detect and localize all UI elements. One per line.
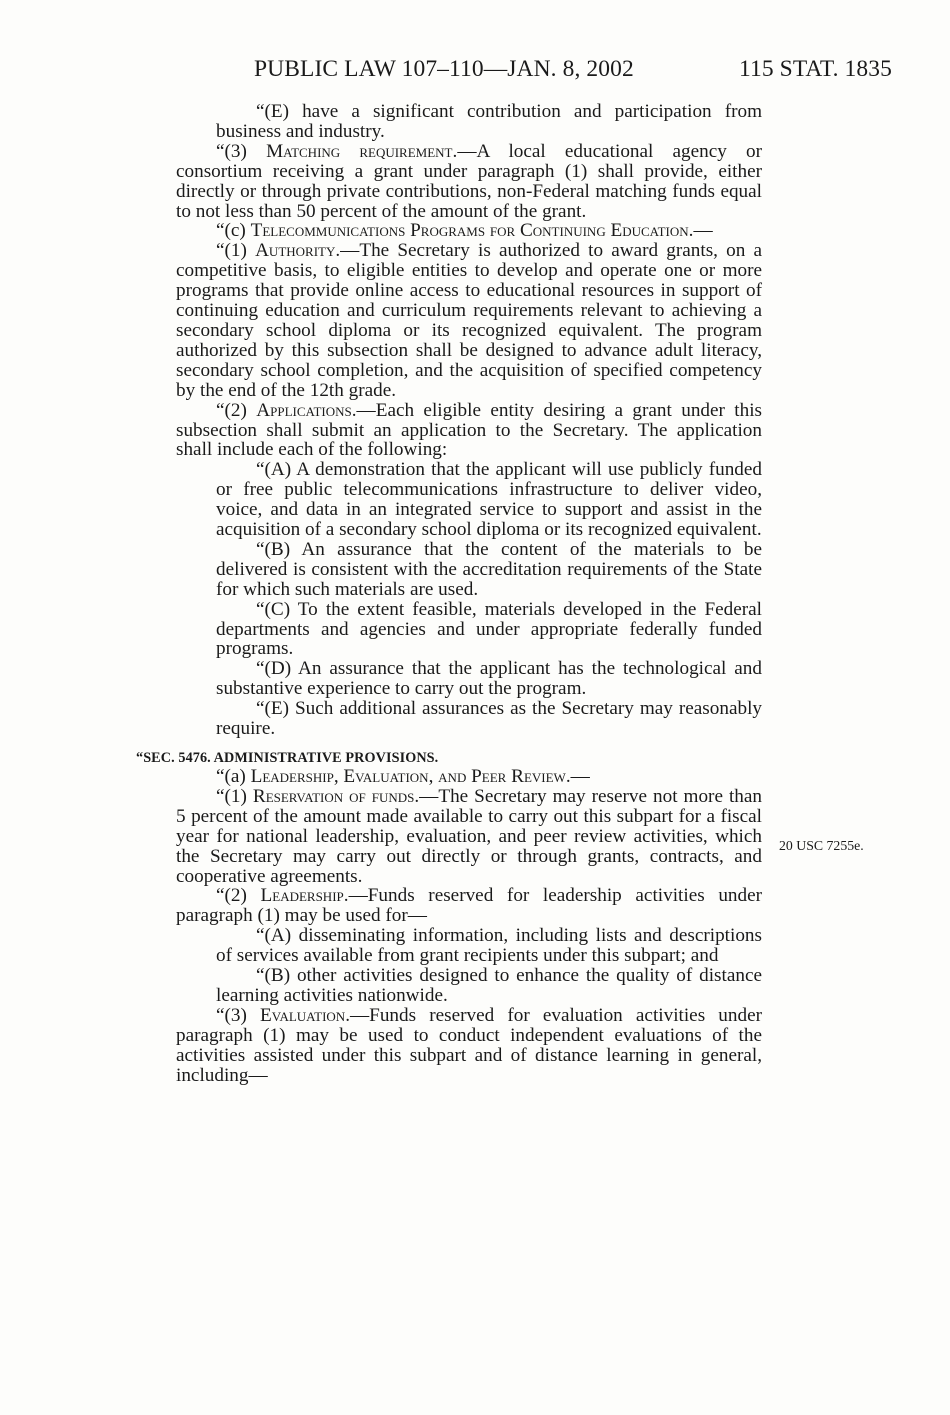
clause-d-assurance: “(D) An assurance that the applicant has the technological and substantive experience to carry out the program.: [216, 658, 762, 700]
para-text: .—Each eligible entity desiring a grant under this subsection shall submit an application to the Secretary. The application shall include each of the following:: [176, 399, 762, 461]
para-text: .—Funds reserved for evaluation activities under paragraph (1) may be used to conduct independent evaluations of the activities assisted under this subpart and of distance learning in general, including—: [176, 1004, 762, 1086]
paragraph-authority: [176, 241, 762, 400]
para-heading: Applications: [256, 399, 352, 421]
para-heading: Reservation of funds: [252, 785, 415, 807]
para-heading: Evaluation: [260, 1004, 346, 1026]
clause-c-materials: “(C) To the extent feasible, materials developed in the Federal departments and agencies and under appropriate federally funded programs.: [216, 598, 762, 660]
para-number: “(3): [216, 1004, 261, 1026]
para-heading: Matching requirement: [266, 140, 453, 162]
clause-e-additional: “(E) Such additional assurances as the Secretary may reasonably require.: [216, 698, 762, 740]
paragraph-evaluation: [176, 1006, 762, 1086]
para-text: .—The Secretary may reserve not more than 5 percent of the amount made available to carry out this subpart for a fiscal year for national leadership, evaluation, and peer review activities, which the Secretary may carry out directly or through grants, contracts, and cooperative agreements.: [176, 785, 762, 887]
section-heading: “SEC. 5476. ADMINISTRATIVE PROVISIONS.: [136, 750, 439, 766]
para-heading: Authority: [255, 240, 336, 262]
para-number: “(2): [216, 885, 261, 907]
margin-citation: 20 USC 7255e.: [779, 838, 864, 853]
clause-b-other-activities: “(B) other activities designed to enhance the quality of distance learning activities nationwide.: [216, 965, 762, 1006]
section-heading-row: [136, 745, 762, 766]
para-number: “(1): [216, 785, 253, 807]
para-heading: Telecommunications Programs for Continuing Education: [250, 220, 689, 242]
para-number: “(1): [216, 240, 256, 262]
para-number: “(3): [216, 140, 267, 162]
paragraph-matching-requirement: [176, 142, 762, 222]
paragraph-applications: [176, 401, 762, 461]
statute-body: [136, 101, 763, 1086]
para-text: .—Funds reserved for leadership activities under paragraph (1) may be used for—: [176, 885, 763, 927]
page-number: 115 STAT. 1835: [739, 56, 892, 82]
paragraph-reservation-of-funds: [176, 787, 762, 887]
para-text: .—: [688, 220, 713, 242]
clause-b-assurance: “(B) An assurance that the content of the materials to be delivered is consistent with the accreditation requirements of the State for which such materials are used.: [216, 538, 762, 600]
para-text: .—: [565, 766, 590, 787]
para-number: “(2): [216, 399, 257, 421]
running-header-title: PUBLIC LAW 107–110—JAN. 8, 2002: [254, 56, 634, 82]
para-text: .—A local educational agency or consortium receiving a grant under paragraph (1) shall provide, either directly or through private contributions, non-Federal matching funds equal to not less than 50 percent of the amount of the grant.: [176, 140, 762, 222]
para-number: “(a): [216, 766, 251, 787]
subsection-c-heading: [136, 221, 762, 241]
clause-a-disseminating: “(A) disseminating information, including lists and descriptions of services available from grant recipients under this subpart; and: [216, 925, 762, 967]
clause-a-demonstration: “(A) A demonstration that the applicant will use publicly funded or free public telecommunications infrastructure to deliver video, voice, and data in an integrated service to support and assist in the acquisition of a secondary school diploma or its recognized equivalent.: [216, 459, 762, 541]
para-heading: Leadership: [260, 885, 344, 907]
para-number: “(c): [216, 220, 251, 242]
subsection-a-heading: [176, 767, 762, 787]
paragraph-leadership: [176, 886, 762, 926]
para-text: .—The Secretary is authorized to award grants, on a competitive basis, to eligible entities to develop and operate one or more programs that provide online access to educational resources in support of continuing education and curriculum requirements relevant to achieving a secondary school diploma or its recognized equivalent. The program authorized by this subsection shall be designed to advance adult literacy, secondary school completion, and the acquisition of specified competency by the end of the 12th grade.: [176, 240, 763, 401]
paragraph-e-business: “(E) have a significant contribution and participation from business and industry.: [216, 101, 762, 142]
para-heading: Leadership, Evaluation, and Peer Review: [250, 766, 566, 787]
